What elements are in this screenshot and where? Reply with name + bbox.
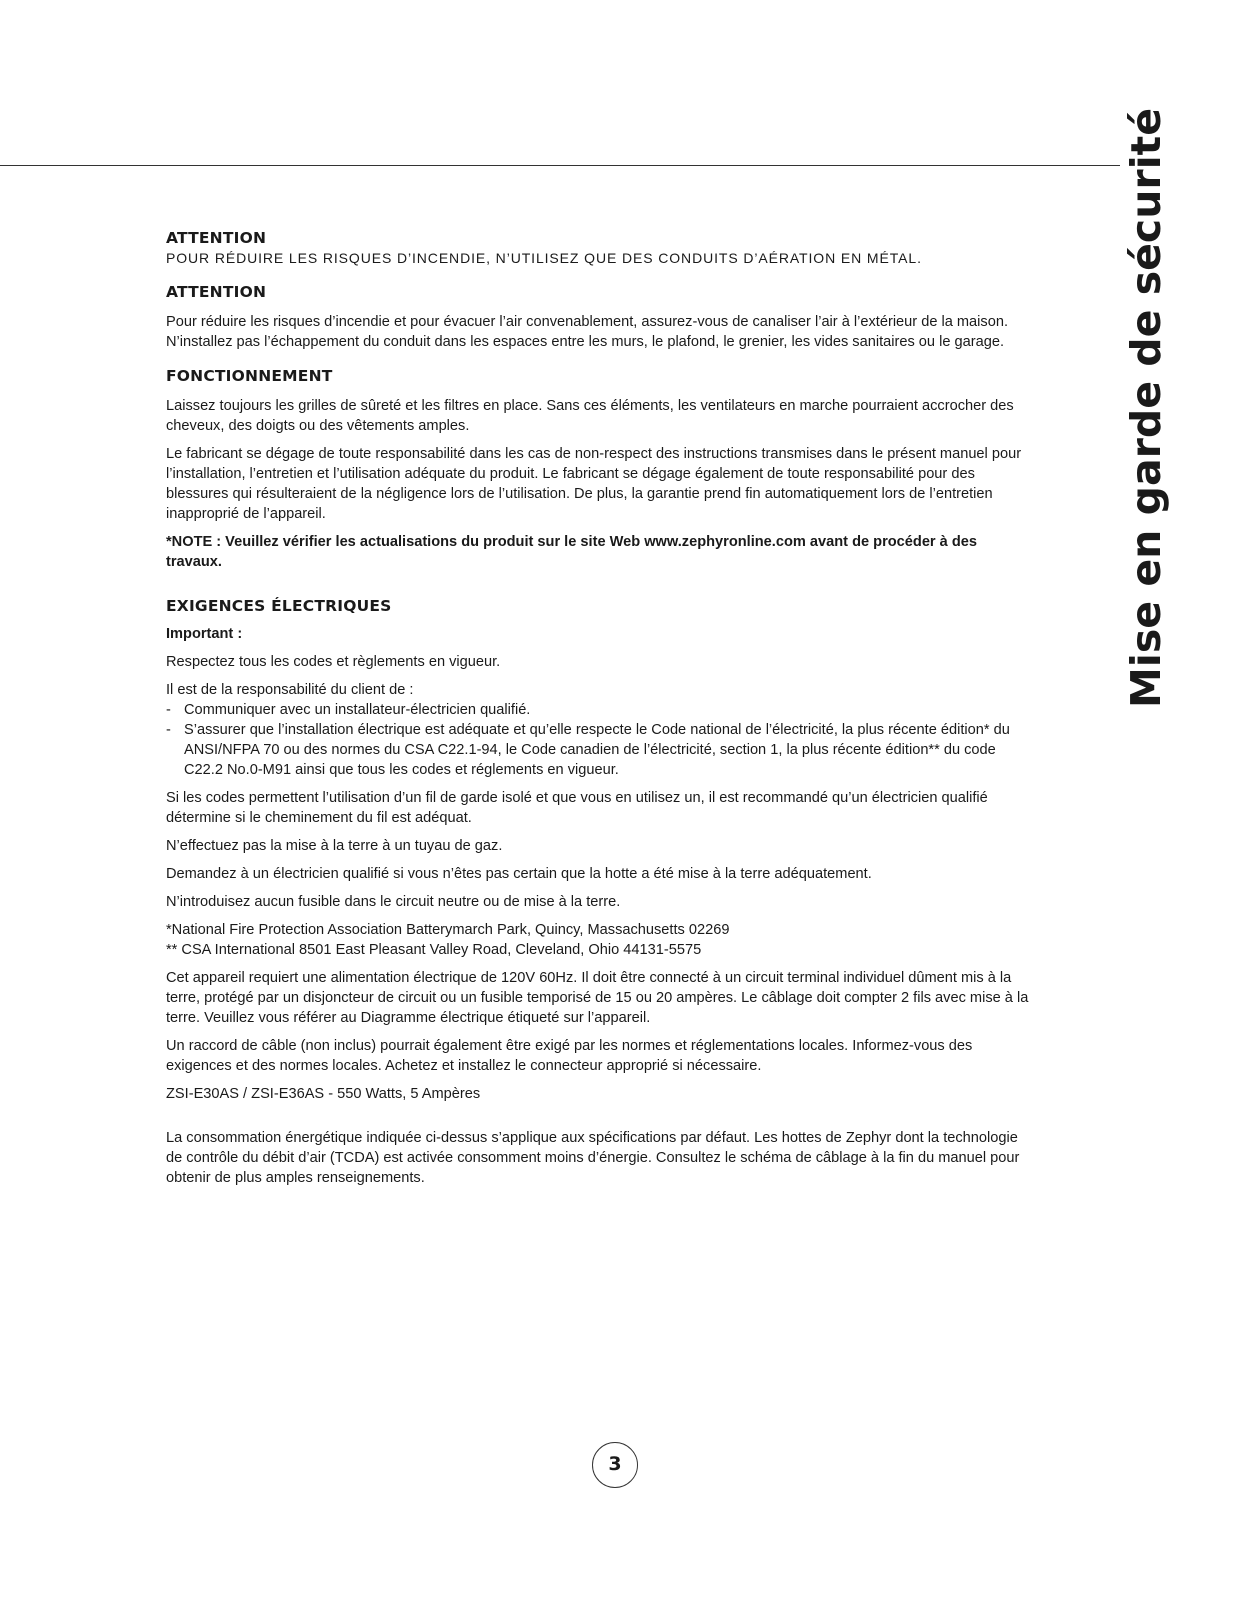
fonctionnement-paragraph-1: Laissez toujours les grilles de sûreté et les filtres en place. Sans ces éléments, les ventilateurs en marche pourraient accrocher des cheveux, des doigts ou des vêtements amples. xyxy=(166,398,1014,434)
exigences-paragraph-5: Demandez à un électricien qualifié si vous n’êtes pas certain que la hotte a été mise à la terre adéquatement. xyxy=(166,866,872,882)
attention-section-2 xyxy=(166,282,1036,352)
exigences-paragraph-3: Si les codes permettent l’utilisation d’un fil de garde isolé et que vous en utilisez un, il est recommandé qu’un électricien qualifié détermine si le cheminement du fil est adéquat. xyxy=(166,790,988,826)
list-item xyxy=(166,720,1036,780)
fonctionnement-section xyxy=(166,366,1036,572)
list-item-text: Communiquer avec un installateur-électricien qualifié. xyxy=(184,702,531,718)
fonctionnement-paragraph-2: Le fabricant se dégage de toute responsabilité dans les cas de non-respect des instructions transmises dans le présent manuel pour l’installation, l’entretien et l’utilisation adéquate du produit. Le fabricant se dégage également de toute responsabilité pour des blessures qui résulteraient de la négligence lors de l’utilisation. De plus, la garantie prend fin automatiquement lors de l’entretien inapproprié de l’appareil. xyxy=(166,446,1022,522)
exigences-paragraph-8: Un raccord de câble (non inclus) pourrait également être exigé par les normes et réglementations locales. Informez-vous des exigences et des normes locales. Achetez et installez le connecteur approprié si nécessaire. xyxy=(166,1038,973,1074)
bullet-marker: - xyxy=(166,702,171,718)
exigences-paragraph-4: N’effectuez pas la mise à la terre à un tuyau de gaz. xyxy=(166,838,503,854)
exigences-paragraph-6: N’introduisez aucun fusible dans le circuit neutre ou de mise à la terre. xyxy=(166,894,621,910)
bullet-marker: - xyxy=(166,722,171,738)
attention-text: POUR RÉDUIRE LES RISQUES D’INCENDIE, N’UTILISEZ QUE DES CONDUITS D’AÉRATION EN MÉTAL. xyxy=(166,250,922,266)
attention-paragraph: Pour réduire les risques d’incendie et pour évacuer l’air convenablement, assurez-vous de canaliser l’air à l’extérieur de la maison. N’installez pas l’échappement du conduit dans les espaces entre les murs, le plafond, le grenier, les vides sanitaires ou le garage. xyxy=(166,314,1009,350)
exigences-paragraph-9: La consommation énergétique indiquée ci-dessus s’applique aux spécifications par défaut. Les hottes de Zephyr dont la technologie de contrôle du débit d’air (TCDA) est activée consomment moins d’énergie. Consultez le schéma de câblage à la fin du manuel pour obtenir de plus amples renseignements. xyxy=(166,1130,1020,1186)
attention-heading: ATTENTION xyxy=(166,283,267,301)
fonctionnement-heading: FONCTIONNEMENT xyxy=(166,367,333,385)
page-content xyxy=(166,228,1036,1188)
section-side-title: Mise en garde de sécurité xyxy=(1122,107,1170,708)
list-item xyxy=(166,700,1036,720)
header-rule xyxy=(0,165,1120,166)
page-number: 3 xyxy=(592,1442,638,1488)
exigences-section xyxy=(166,596,1036,1188)
attention-section-1 xyxy=(166,228,1036,268)
important-label: Important : xyxy=(166,626,243,642)
responsibility-list xyxy=(166,700,1036,780)
exigences-paragraph-7: Cet appareil requiert une alimentation électrique de 120V 60Hz. Il doit être connecté à un circuit terminal individuel dûment mis à la terre, protégé par un disjoncteur de circuit ou un fusible temporisé de 15 ou 20 ampères. Le câblage doit compter 2 fils avec mise à la terre. Veuillez vous référer au Diagramme électrique étiqueté sur l’appareil. xyxy=(166,970,1029,1026)
footnote-csa: ** CSA International 8501 East Pleasant Valley Road, Cleveland, Ohio 44131-5575 xyxy=(166,942,702,958)
product-update-note: *NOTE : Veuillez vérifier les actualisations du produit sur le site Web www.zephyronline.com avant de procéder à des travaux. xyxy=(166,534,977,570)
list-item-text: S’assurer que l’installation électrique est adéquate et qu’elle respecte le Code national de l’électricité, la plus récente édition* du ANSI/NFPA 70 ou des normes du CSA C22.1-94, le Code canadien de l’électricité, section 1, la plus récente édition** du code C22.2 No.0-M91 ainsi que tous les codes et réglements en vigueur. xyxy=(184,722,1010,778)
attention-heading: ATTENTION xyxy=(166,229,267,247)
responsibility-intro: Il est de la responsabilité du client de : xyxy=(166,682,414,698)
model-spec: ZSI-E30AS / ZSI-E36AS - 550 Watts, 5 Ampères xyxy=(166,1086,481,1102)
footnote-nfpa: *National Fire Protection Association Batterymarch Park, Quincy, Massachusetts 02269 xyxy=(166,922,730,938)
exigences-heading: EXIGENCES ÉLECTRIQUES xyxy=(166,597,392,615)
exigences-paragraph-1: Respectez tous les codes et règlements en vigueur. xyxy=(166,654,501,670)
